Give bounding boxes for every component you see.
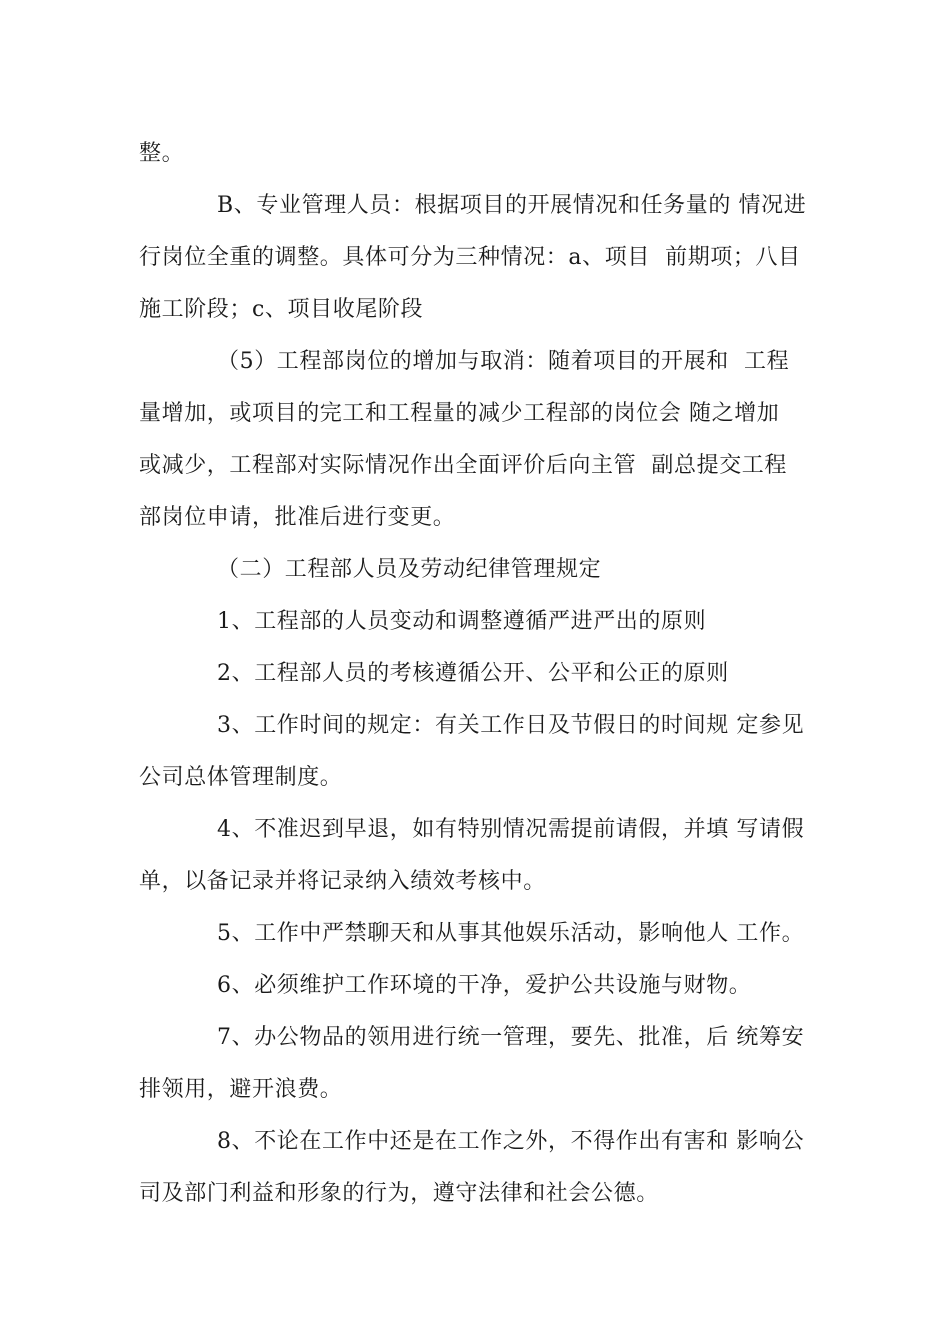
text-line: 行岗位全重的调整。具体可分为三种情况：a、项目 前期项；八目 bbox=[139, 245, 801, 270]
text-line: （5）工程部岗位的增加与取消：随着项目的开展和 工程 bbox=[217, 349, 790, 374]
text-line: 5、工作中严禁聊天和从事其他娱乐活动，影响他人 工作。 bbox=[217, 921, 805, 946]
text-line: 排领用，避开浪费。 bbox=[139, 1077, 343, 1102]
text-line: 2、工程部人员的考核遵循公开、公平和公正的原则 bbox=[217, 661, 729, 686]
text-line: 4、不准迟到早退，如有特别情况需提前请假，并填 写请假 bbox=[217, 817, 805, 842]
text-line: 单，以备记录并将记录纳入绩效考核中。 bbox=[139, 869, 546, 894]
text-line: 量增加，或项目的完工和工程量的减少工程部的岗位会 随之增加 bbox=[139, 401, 780, 426]
text-line: 3、工作时间的规定：有关工作日及节假日的时间规 定参见 bbox=[217, 713, 805, 738]
document-body bbox=[139, 128, 829, 1220]
text-line: 1、工程部的人员变动和调整遵循严进严出的原则 bbox=[217, 609, 707, 634]
text-line: 7、办公物品的领用进行统一管理，要先、批准，后 统筹安 bbox=[217, 1025, 805, 1050]
section-heading: （二）工程部人员及劳动纪律管理规定 bbox=[217, 557, 602, 582]
text-line: 司及部门利益和形象的行为，遵守法律和社会公德。 bbox=[139, 1181, 659, 1206]
text-line: 部岗位申请，批准后进行变更。 bbox=[139, 505, 456, 530]
text-line: 8、不论在工作中还是在工作之外，不得作出有害和 影响公 bbox=[217, 1129, 805, 1154]
text-line: 整。 bbox=[139, 141, 185, 166]
text-line: 或减少，工程部对实际情况作出全面评价后向主管 副总提交工程 bbox=[139, 453, 787, 478]
text-line: 施工阶段；c、项目收尾阶段 bbox=[139, 297, 424, 322]
text-line: B、专业管理人员：根据项目的开展情况和任务量的 情况进 bbox=[217, 193, 807, 218]
text-line: 6、必须维护工作环境的干净，爱护公共设施与财物。 bbox=[217, 973, 752, 998]
text-line: 公司总体管理制度。 bbox=[139, 765, 343, 790]
